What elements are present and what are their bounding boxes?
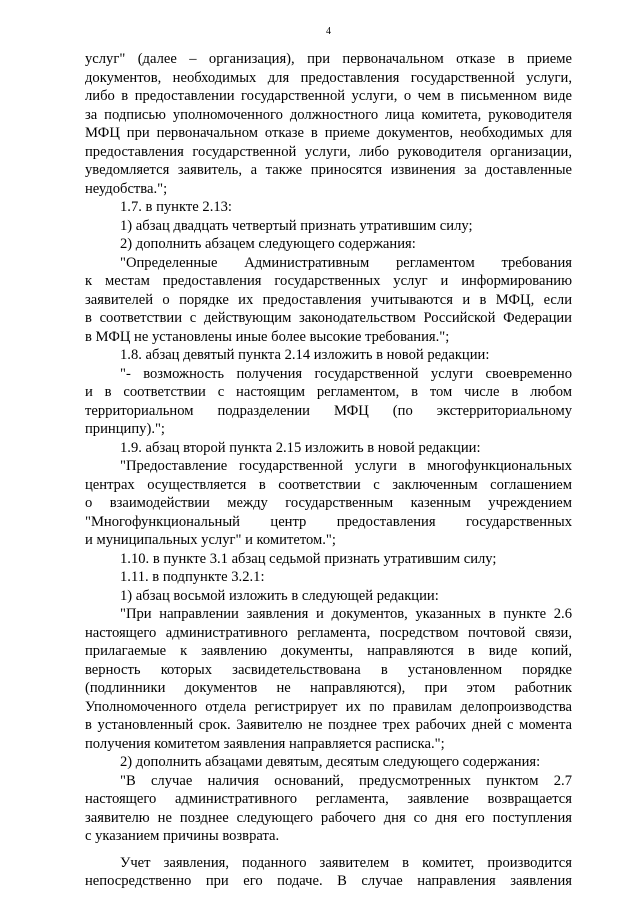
text-line: либо в предоставлении государственной услуги, о чем в письменном виде bbox=[85, 88, 572, 104]
text-line: центрах осуществляется в соответствии с заключенным соглашением bbox=[85, 476, 572, 493]
text-line: 1) абзац двадцать четвертый признать утратившим силу; bbox=[120, 217, 473, 234]
text-line: к местам предоставления государственных услуг и информированию bbox=[85, 273, 572, 289]
text-line: и муниципальных услуг" и комитетом."; bbox=[85, 532, 336, 548]
text-line: Учет заявления, поданного заявителем в комитет, производится bbox=[120, 854, 572, 871]
text-line: услуг" (далее – организация), при первоначальном отказе в приеме bbox=[85, 51, 572, 67]
text-line: "Предоставление государственной услуги в многофункциональных bbox=[120, 458, 572, 474]
text-line: "Многофункциональный центр предоставления государственных bbox=[85, 513, 572, 530]
text-line: непосредственно при его подаче. В случае направления заявления bbox=[85, 873, 572, 889]
text-line: 2) дополнить абзацами девятым, десятым следующего содержания: bbox=[120, 754, 541, 770]
text-line: получения комитетом заявления направляется расписка."; bbox=[85, 735, 445, 752]
text-line: 1) абзац восьмой изложить в следующей редакции: bbox=[120, 587, 439, 604]
page-number: 4 bbox=[326, 26, 331, 37]
text-line: настоящего административного регламента, посредством почтовой связи, bbox=[85, 624, 572, 641]
text-line: в МФЦ не установлены иные более высокие требования."; bbox=[85, 328, 450, 345]
text-line: уведомляется заявитель, а также приносятся извинения за доставленные bbox=[85, 162, 572, 178]
text-line: "Определенные Административным регламентом требования bbox=[120, 254, 572, 271]
text-line: прилагаемые к заявлению документы, направляются в виде копий, bbox=[85, 643, 572, 659]
text-line: 1.7. в пункте 2.13: bbox=[120, 199, 232, 215]
text-line: в соответствии с действующим законодательством Российской Федерации bbox=[85, 310, 572, 326]
text-line: 1.9. абзац второй пункта 2.15 изложить в новой редакции: bbox=[120, 439, 481, 456]
text-line: 1.11. в подпункте 3.2.1: bbox=[120, 569, 265, 585]
text-line: 1.10. в пункте 3.1 абзац седьмой признать утратившим силу; bbox=[120, 550, 497, 567]
text-line: предоставления государственной услуги, либо руководителя организации, bbox=[85, 143, 572, 160]
text-line: настоящего административного регламента, заявление возвращается bbox=[85, 791, 572, 807]
document-body bbox=[85, 50, 572, 891]
text-line: Уполномоченного отдела регистрирует их по правилам делопроизводства bbox=[85, 698, 572, 715]
text-line: 1.8. абзац девятый пункта 2.14 изложить в новой редакции: bbox=[120, 347, 490, 363]
text-line: в установленный срок. Заявителю не позднее трех рабочих дней с момента bbox=[85, 717, 572, 733]
text-line: заявителю не позднее следующего рабочего дня со дня его поступления bbox=[85, 809, 572, 826]
text-line: неудобства."; bbox=[85, 180, 168, 197]
text-line: территориальном подразделении МФЦ (по экстерриториальному bbox=[85, 402, 572, 419]
text-line: "- возможность получения государственной услуги своевременно bbox=[120, 365, 572, 382]
text-line: "В случае наличия оснований, предусмотренных пунктом 2.7 bbox=[120, 772, 572, 789]
text-line: и в соответствии с настоящим регламентом, в том числе в любом bbox=[85, 384, 572, 400]
text-line: верность которых засвидетельствована в установленном порядке bbox=[85, 661, 572, 678]
text-line: (подлинники документов не направляются), при этом работник bbox=[85, 680, 572, 696]
text-line: 2) дополнить абзацем следующего содержания: bbox=[120, 236, 416, 252]
text-line: принципу)."; bbox=[85, 421, 165, 437]
text-line: "При направлении заявления и документов, указанных в пункте 2.6 bbox=[120, 606, 572, 622]
text-line: за подписью уполномоченного должностного лица комитета, руководителя bbox=[85, 106, 572, 123]
text-line: с указанием причины возврата. bbox=[85, 828, 280, 844]
text-line: заявителей о порядке их предоставления учитываются и в МФЦ, если bbox=[85, 291, 572, 308]
text-line: документов, необходимых для предоставления государственной услуги, bbox=[85, 69, 572, 86]
text-line: МФЦ при первоначальном отказе в приеме документов, необходимых для bbox=[85, 125, 572, 141]
text-line: о взаимодействии между государственным казенным учреждением bbox=[85, 495, 572, 511]
